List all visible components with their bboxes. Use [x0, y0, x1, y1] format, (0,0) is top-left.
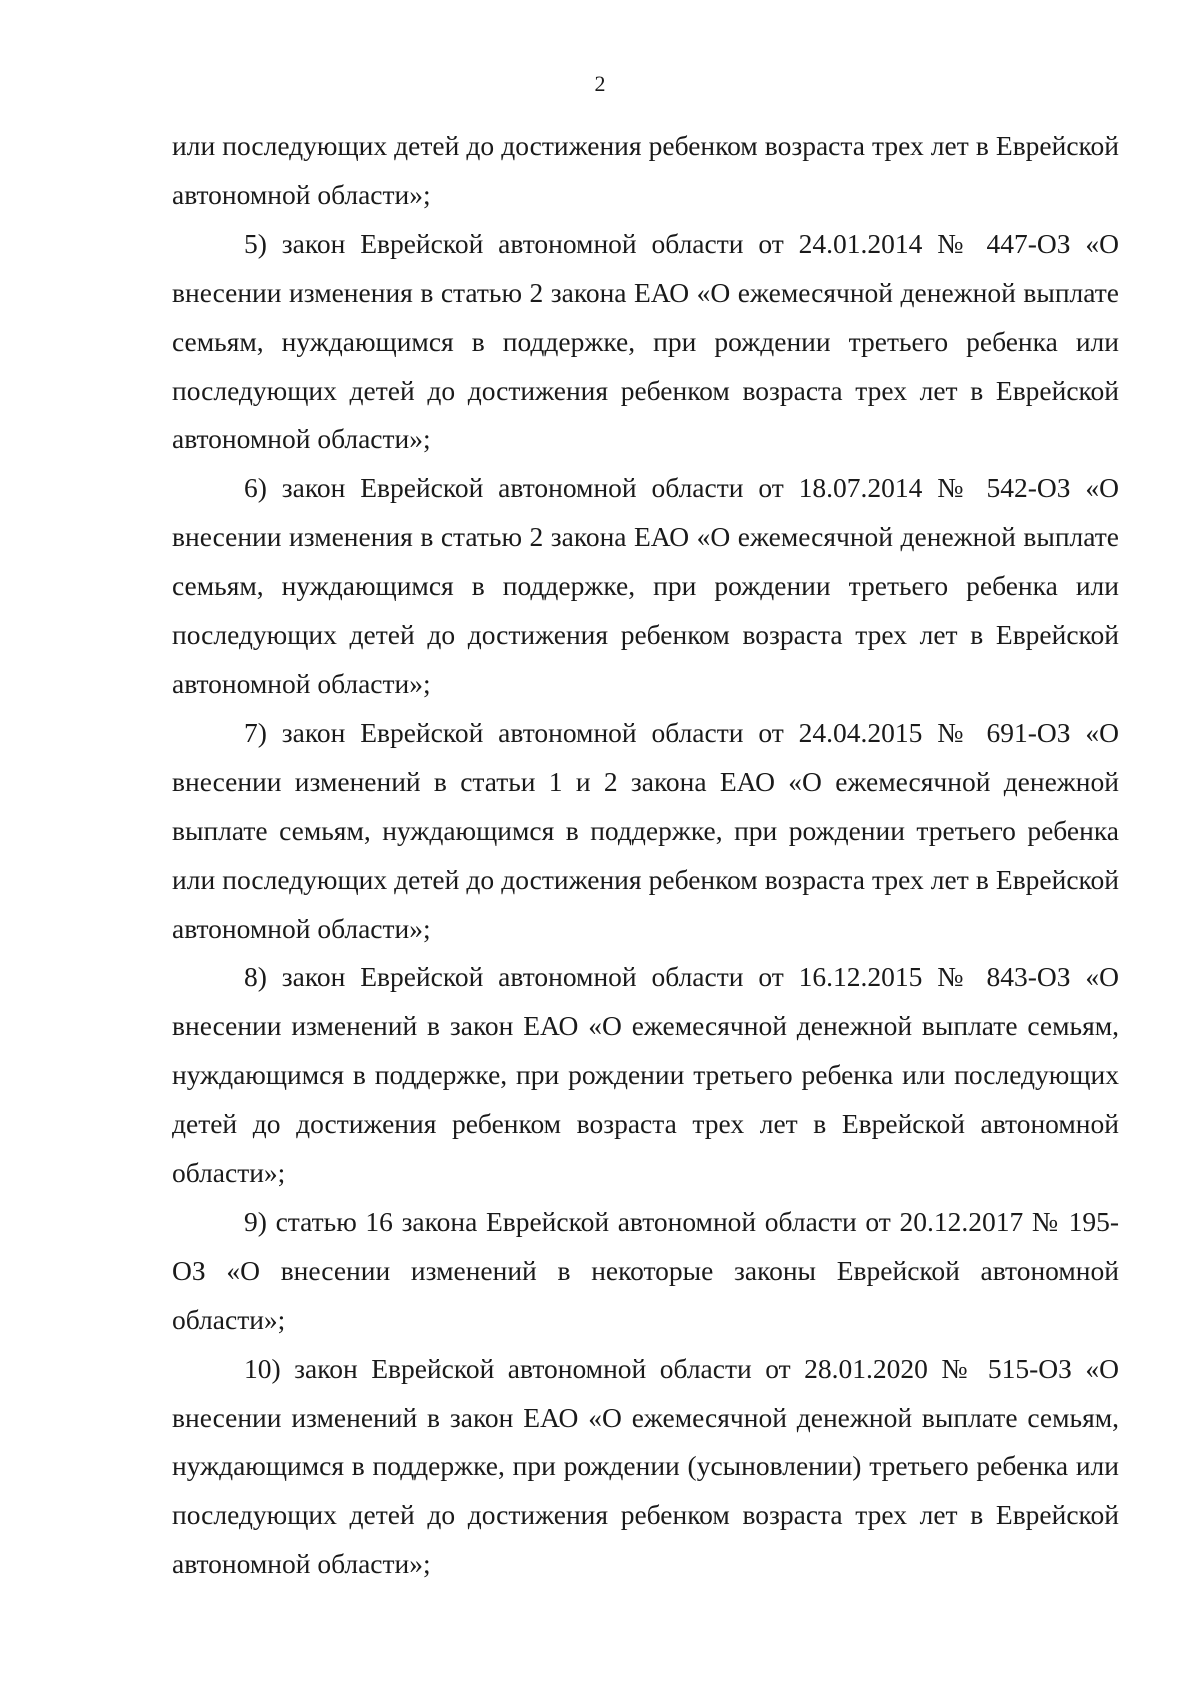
paragraph-item-8: 8) закон Еврейской автономной области от 16.12.2015 № 843-ОЗ «О внесении изменений в закон ЕАО «О ежемесячной денежной выплате семьям, нуждающимся в поддержке, при рождении третьего ребенка или последующих детей до достижения ребенком возраста трех лет в Еврейской автономной области»;: [172, 961, 1119, 1189]
paragraph-item-10: 10) закон Еврейской автономной области от 28.01.2020 № 515-ОЗ «О внесении изменений в закон ЕАО «О ежемесячной денежной выплате семьям, нуждающимся в поддержке, при рождении (усыновлении) третьего ребенка или последующих детей до достижения ребенком возраста трех лет в Еврейской автономной области»;: [172, 1352, 1119, 1580]
paragraph-continued: или последующих детей до достижения ребенком возраста трех лет в Еврейской автономной области»;: [172, 130, 1119, 210]
paragraph-item-6: 6) закон Еврейской автономной области от 18.07.2014 № 542-ОЗ «О внесении изменения в статью 2 закона ЕАО «О ежемесячной денежной выплате семьям, нуждающимся в поддержке, при рождении третьего ребенка или последующих детей до достижения ребенком возраста трех лет в Еврейской автономной области»;: [172, 472, 1119, 699]
paragraph-item-5: 5) закон Еврейской автономной области от 24.01.2014 № 447-ОЗ «О внесении изменения в статью 2 закона ЕАО «О ежемесячной денежной выплате семьям, нуждающимся в поддержке, при рождении третьего ребенка или последующих детей до достижения ребенком возраста трех лет в Еврейской автономной области»;: [172, 227, 1119, 455]
paragraph-item-9: 9) статью 16 закона Еврейской автономной области от 20.12.2017 № 195-ОЗ «О внесении изменений в некоторые законы Еврейской автономной области»;: [172, 1205, 1119, 1335]
document-body: [172, 122, 1119, 1589]
page-number: 2: [594, 71, 606, 96]
paragraph-item-7: 7) закон Еврейской автономной области от 24.04.2015 № 691-ОЗ «О внесении изменений в статьи 1 и 2 закона ЕАО «О ежемесячной денежной выплате семьям, нуждающимся в поддержке, при рождении третьего ребенка или последующих детей до достижения ребенком возраста трех лет в Еврейской автономной области»;: [172, 716, 1119, 944]
